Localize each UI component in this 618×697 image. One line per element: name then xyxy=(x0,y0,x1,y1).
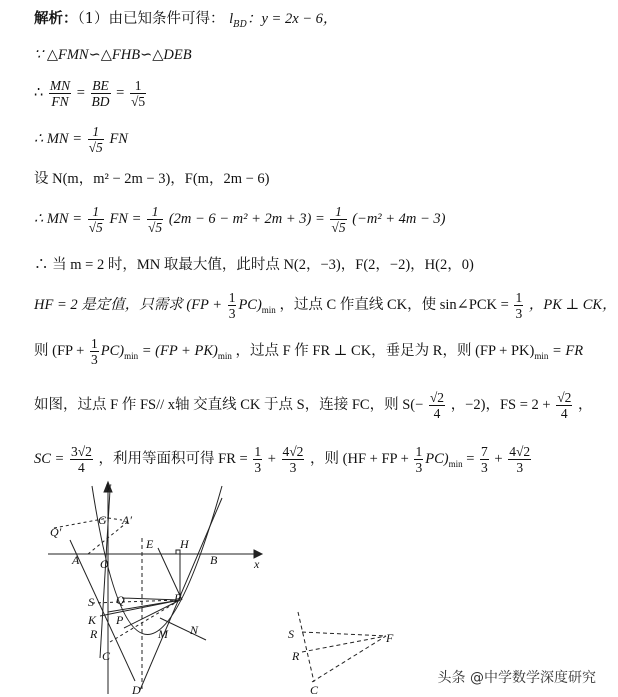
line-3: ∴ $\frac{MN}{FN}$ = $\frac{BE}{BD}$ = $\frac{1}{√5}$ xyxy=(34,78,146,109)
fraction: $\frac{7}{3}$ xyxy=(481,444,488,475)
label-a: A xyxy=(72,553,80,567)
label-n: N xyxy=(190,623,199,637)
dashed-sf-small xyxy=(302,632,386,636)
parabola xyxy=(92,486,222,635)
line-7: ∴ 当 m = 2 时，MN 取最大值，此时点 N(2，−3)，F(2，−2)，H(2，0) xyxy=(34,257,474,273)
fraction: $\frac{1}{√5}$ xyxy=(148,204,163,235)
label-o: O xyxy=(100,557,109,571)
fraction: $\frac{4√2}{3}$ xyxy=(282,444,304,475)
fraction: $\frac{BE}{BD}$ xyxy=(91,78,110,109)
label-s: S xyxy=(88,595,94,609)
line-6: ∴ MN = $\frac{1}{√5}$ FN = $\frac{1}{√5}$ (2m − 6 − m² + 2m + 3) = $\frac{1}{√5}$ (−m² + 4m − 3) xyxy=(34,204,446,235)
line-9: 则 (FP + $\frac{1}{3}$ $PC)_{min} = (FP + PK)_{min}$ ，过点 F 作 FR ⊥ CK，垂足为 R，则 $(FP + PK)_{min}$ = FR xyxy=(34,336,584,367)
label-a-prime: A′ xyxy=(122,513,132,527)
watermark: 头条 @中学数学深度研究 xyxy=(437,670,596,686)
label-r-small: R xyxy=(292,649,300,663)
fraction: $\frac{1}{3}$ xyxy=(415,444,423,475)
label-d: D xyxy=(132,683,141,697)
label-p: P xyxy=(116,613,124,627)
fraction: $\frac{1}{√5}$ xyxy=(130,78,146,109)
fraction: $\frac{1}{√5}$ xyxy=(88,124,103,155)
label-q-prime: Q′ xyxy=(50,525,62,539)
fraction: $\frac{4√2}{3}$ xyxy=(509,444,531,475)
label-y: y xyxy=(106,479,112,493)
fraction: $\frac{1}{3}$ xyxy=(228,290,236,321)
label-g: G xyxy=(98,513,107,527)
label-r: R xyxy=(90,627,98,641)
fraction: $\frac{3√2}{4}$ xyxy=(70,444,92,475)
dashed-cf-small xyxy=(312,636,386,682)
label-c-small: C xyxy=(310,683,319,696)
line-5: 设 N(m，m² − 2m − 3)，F(m，2m − 6) xyxy=(34,171,270,187)
label-x: x xyxy=(254,557,260,571)
label-c: C xyxy=(102,649,111,663)
fraction: $\frac{1}{√5}$ xyxy=(88,204,103,235)
auxiliary-figure xyxy=(282,610,402,696)
fraction: $\frac{1}{3}$ xyxy=(515,290,523,321)
line-8: HF = 2 是定值，只需求 (FP + $\frac{1}{3}$ $PC)_{min}$ ，过点 C 作直线 CK，使 sin∠PCK = $\frac{1}{3}$ ，PK ⊥ CK， xyxy=(34,290,617,321)
fraction: $\frac{MN}{FN}$ xyxy=(49,78,71,109)
line-11: SC = $\frac{3√2}{4}$ ，利用等面积可得 FR = $\frac{1}{3}$ + $\frac{4√2}{3}$ ，则 (HF + FP + $\frac{1}{3}$ $PC)_{min}$ = $\frac{7}{3}$ + $\frac{4√2}{3}$ xyxy=(34,444,531,475)
label-f: F xyxy=(174,591,182,605)
parabola-figure xyxy=(40,478,280,697)
label-s-small: S xyxy=(288,627,294,641)
line-4: ∴ MN = $\frac{1}{√5}$ FN xyxy=(34,124,128,155)
solution-heading: 解析： xyxy=(34,10,78,27)
label-f-small: F xyxy=(386,631,394,645)
fraction: $\frac{1}{3}$ xyxy=(254,444,262,475)
label-e: E xyxy=(146,537,154,551)
label-m: M xyxy=(158,627,168,641)
line-1: 解析：（1）由已知条件可得： $l_{BD}$：y = 2x − 6， xyxy=(34,10,338,30)
line-2: ∵ △FMN∽△FHB∽△DEB xyxy=(34,47,192,63)
line-qf xyxy=(122,598,180,600)
label-b: B xyxy=(210,553,218,567)
label-q: Q xyxy=(116,593,125,607)
label-h: H xyxy=(180,537,189,551)
fraction: $\frac{√2}{4}$ xyxy=(557,390,572,421)
line-10: 如图，过点 F 作 FS// x轴 交直线 CK 于点 S，连接 FC，则 S(− $\frac{√2}{4}$ ，−2)，FS = 2 + $\frac{√2}{4}$ ， xyxy=(34,390,593,421)
label-k: K xyxy=(88,613,97,627)
fraction: $\frac{1}{√5}$ xyxy=(331,204,346,235)
fraction: $\frac{√2}{4}$ xyxy=(429,390,445,421)
dashed-sc-small xyxy=(298,612,314,682)
fraction: $\frac{1}{3}$ xyxy=(90,336,98,367)
dashed-a-prime xyxy=(108,518,122,520)
